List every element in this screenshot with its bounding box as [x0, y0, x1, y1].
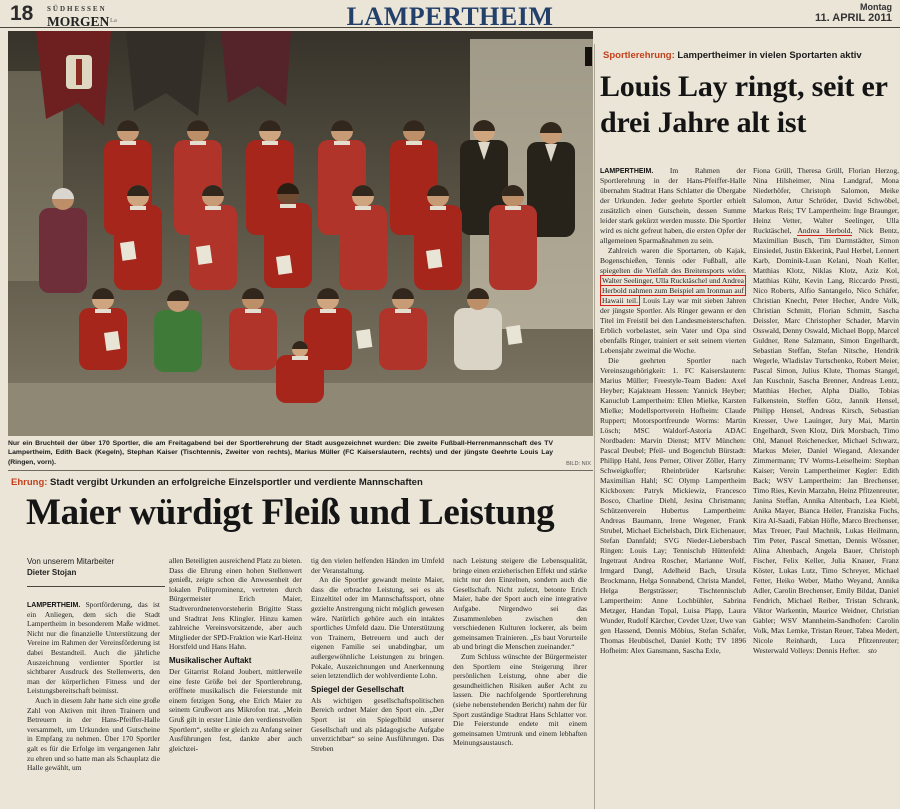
right-kicker-text: Lampertheimer in vielen Sportarten aktiv	[674, 50, 862, 61]
photo-caption-text: Nur ein Bruchteil der über 170 Sportler, die am Freitagabend bei der Sportlerehrung der Stadt ausgezeichnet wurden: Die zweite Fußball-Herrenmannschaft des TV Lampertheim, Edith Back (Kegeln), Stephan Kaiser (Tischtennis, Zweiter von rechts), Marius Müller (FC Kaiserslautern, rechts) und der jüngste Geehrte Louis Lay (Ringen, vorn).	[8, 440, 553, 466]
dateline: LAMPERTHEIM.	[27, 602, 81, 609]
team-photo	[8, 31, 593, 436]
left-article-column-3	[311, 556, 444, 809]
certificate	[196, 245, 212, 265]
paragraph: Als wichtigen gesellschaftspolitischen Bereich ordnet Maier den Sport ein. „Der Sport ist ein Spiegelbild unserer Gesellschaft und als pädagogische Aufgabe unverzichtbar“ so seine Ausführungen. Das Streben	[311, 695, 444, 753]
right-article-column-1	[600, 166, 746, 809]
photo-credit: BILD: NIX	[566, 461, 591, 468]
paragraph: An die Sportler gewandt meinte Maier, dass die erbrachte Leistung, sei es als Einzeltitel oder im Mannschaftssport, ohne gezielte Anstrengung nicht möglich gewesen wäre. Natürlich gehöre auch ein intaktes sportliches Umfeld dazu. Die Unterstützung von Trainern, Betreuern und auch der eigenen Familie sei unabdingbar, um außergewöhnliche Leistungen zu bringen. Pokale, Auszeichnungen und Anerkennung seien letztendlich der wohlverdiente Lohn.	[311, 575, 444, 681]
kicker-marker	[585, 47, 592, 66]
certificate	[104, 331, 120, 351]
certificate	[276, 255, 292, 275]
crest-stripe	[76, 59, 82, 85]
paragraph: LAMPERTHEIM. Im Rahmen der Sportlerehrung in der Hans-Pfeiffer-Halle übernahm Stadtrat Hans Schlatter die Übergabe der Urkunden. Jeder geehrte Sportler erhielt zusätzlich einen Gutschein, dessen Summe leider stark gekürzt werden musste. Die Sportler wird es nicht gefreut haben, die ersten Opfer der allgemeinen Sparmaßnahmen zu sein.	[600, 166, 746, 245]
section-divider-rule	[8, 470, 593, 471]
red-box-annotation: Walter Seelinger, Ulla Rucktäschel und Andrea Herbold nahmen zum Beispiel am Ironman auf Hawaii teil.	[602, 276, 744, 305]
photo-caption	[8, 439, 593, 467]
date: 11. APRIL 2011	[814, 12, 892, 24]
certificate	[506, 325, 522, 345]
byline-name: Dieter Stojan	[27, 568, 77, 577]
paragraph: nach Leistung steigere die Lebensqualität, bringe einen erzieherischen Effekt und stärke nicht nur den Einzelnen, sondern auch die Gesellschaft. Nicht zuletzt, betonte Erich Maier, habe der Sport auch eine integrative Aufgabe. Nirgendwo sei das Zusammenleben zwischen den verschiedenen Kulturen lockerer, als beim gemeinsamen Trainieren. „Es baut Vorurteile ab und bringt die Menschen zueinander.“	[453, 556, 587, 652]
edition-logo-bottom: MORGEN	[47, 14, 110, 29]
byline-intro: Von unserem Mitarbeiter	[27, 557, 115, 566]
left-kicker-label: Ehrung:	[11, 477, 48, 488]
date-block	[815, 2, 892, 24]
right-article-column-2	[753, 166, 899, 809]
edition-logo-top: SÜDHESSEN	[47, 5, 107, 13]
right-article-kicker	[603, 50, 895, 61]
left-article-headline: Maier würdigt Fleiß und Leistung	[26, 492, 555, 533]
page-number: 18	[10, 2, 34, 25]
paragraph: allen Beteiligten ausreichend Platz zu bieten. Dass die Ehrung einen hohen Stellenwert genießt, zeigte schon die Anwesenheit der lokalen Politprominenz, vertreten durch Bürgermeister Erich Maier, Stadtverordnetenvorsteherin Brigitte Stass und Stadtrat Jens Klingler. Hinzu kamen zahlreiche Vereinsvorsitzende, aber auch Mitglieder der SPD-Fraktion wie Karl-Heinz Horstfeld und Hans Hahn.	[169, 556, 302, 652]
left-kicker-text: Stadt vergibt Urkunden an erfolgreiche Einzelsportler und verdiente Mannschaften	[47, 477, 423, 488]
paragraph: LAMPERTHEIM. Sportförderung, das ist ein Anliegen, dem sich die Stadt Lampertheim in besonderem Maße widmet. Nicht nur die finanzielle Unterstützung der Vereine im Rahmen der Vereinsförderung ist dabei Bestandteil. Auch die jährliche Auszeichnung verdienter Sportler ist sichtbarer Ausdruck des Stellenwerts, den man der körperlichen Fitness und der Leistungsbereitschaft beimisst.	[27, 600, 160, 696]
subhead-musikalischer-auftakt: Musikalischer Auftakt	[169, 655, 252, 665]
subhead-spiegel-der-gesellschaft: Spiegel der Gesellschaft	[311, 684, 404, 694]
right-article-headline: Louis Lay ringt, seit er drei Jahre alt ist	[600, 70, 888, 139]
byline	[27, 556, 165, 587]
left-article-column-4	[453, 556, 587, 809]
author-signature: sto	[868, 646, 877, 655]
certificate	[120, 241, 136, 261]
red-underline-annotation: Andrea Herbold,	[797, 226, 853, 235]
left-article-column-1	[27, 600, 160, 809]
dateline: LAMPERTHEIM.	[600, 168, 654, 175]
right-kicker-label: Sportlerehrung:	[603, 50, 675, 61]
masthead-rule	[0, 27, 900, 28]
paragraph: Fiona Grüll, Theresa Grüll, Florian Herzog, Nina Hilsheimer, Nina Landgraf, Mona Niederhöfer, Christoph Salomon, Meike Salomon, Artur Schröder, David Schwöbel, Markus Reis; TV Lampertheim: Inge Braunger, Heinz Vetter, Walter Seelinger, Ulla Rucktäschel, Andrea Herbold, Nick Bentz, Maximilian Busch, Tim Darmstädter, Simon Einsiedel, Justin Ekkerink, Paul Herbel, Lennert Karb, Dominik-Luan Kelani, Noah Keller, Matthias Klotz, Niklas Klotz, Aziz Kol, Matthias Kühr, Kevin Lang, Riccardo Presti, Nico Roberts, Alfio Santangelo, Nico Schäfer, Christian Knecht, Peter Hecher, Andre Volk, Christian Schmitt, Florian Schmitt, Sascha Deissler, Marc Christopher Schader, Marvin Osswald, Denny Oswald, Michael Bopp, Marcel Guldner, Rene Salzmann, Simon Engelhardt, Sebastian Steffan, Stefan Nitsche, Hendrik Wegerle, Wladislav Turtschenko, Robert Meier, Pascal Simon, Julius Klute, Thomas Stangel, Jan Kuschnir, Sascha Brenner, Andreas Lentz, Matthias Hecher, Alpha Diallo, Tobias Falkenstein, Steffen Götz, Jannik Hensel, Philipp Hensel, Andreas Kirsch, Sebastian Kresser, Uwe Lauinger, Jury Mai, Martin Engelhardt, Sven Klotz, Dirk Morsbach, Timo Ohl, Manuel Reichenecker, Michael Schwarz, Markus Meier, Daniel Wiegand, Alexander Zimmermann; TV Worms-Leiselheim: Stephan Kaiser; Verein Lampertheimer Kegler: Edith Back; WSV Lampertheim: Jan Brechenser, Timo Ries, Kevin Marzahn, Heinz Pfitzenreuter, Janina Steffan, Annika Altenbach, Lea Kiebl, Anika Mayer, Bianca Heiler, Franziska Fuchs, Kira Al-Saadi, Fabian Höfle, Marco Brechenser, Max Treuer, Paul Machnik, Lukas Heilmann, Tim Peter, Pascal Smettan, Dennis Wössner, Alina Altenbach, Angela Bauer, Christoph Fischer, Felix Keller, Julia Knauer, Franz Köster, Lukas Lutz, Timo Schreyer, Michael Fetter, Heiko Weber, Matho Weyand, Annika Adler, Carolin Brechenser, Emily Bildat, Daniel Fendrich, Michael Reiber, Tristan Schrank, Viktor Warkentin, Maurice Weidner, Christian Gabler; WSV Mannheim-Sandhofen: Carolin Volk, Max Lemke, Tristan Reuer, Tabea Medert, Nicole Reinhardt, Luca Pfitzenreuter; Westerwald Volleys: Dennis Hefter. sto	[753, 166, 899, 655]
left-article-kicker	[11, 477, 423, 488]
paragraph: Zum Schluss wünschte der Bürgermeister den Sportlern eine Steigerung ihrer persönlichen Leistung, ohne aber die gesundheitlichen Risiken außer Acht zu lassen. Die nachfolgende Sportlerehrung (siehe nebenstehenden Bericht) nahm der für Sport zuständige Stadtrat Hans Schlatter vor. Die Feierstunde endete mit einem gemeinsamen Umtrunk und einem lebhaften Meinungsaustausch.	[453, 651, 587, 748]
certificate	[426, 249, 442, 269]
paragraph: Der Gitarrist Roland Joubert, mittlerweile eine feste Größe bei der Sportlerehrung, eröffnete musikalisch die Feierstunde mit einem fetzigen Song, ehe Erich Maier zu seinem Grußwort ans Mikrofon trat. „Mein Gruß gilt in erster Linie den verdienstvollen Sportlern“, stellte er gleich zu Anfang seiner Ausführungen fest, dankte aber auch gleichzei-	[169, 666, 302, 753]
edition-code: La	[110, 17, 117, 24]
section-title: LAMPERTHEIM	[346, 2, 554, 31]
team-photo-illustration	[8, 31, 593, 436]
paragraph: Zahlreich waren die Sportarten, ob Kajak, Bogenschießen, Tennis oder Fußball, alle spiegelten die Vielfalt des Breitensports wider. Walter Seelinger, Ulla Rucktäschel und Andrea Herbold nahmen zum Beispiel am Ironman auf Hawaii teil. Louis Lay war mit sieben Jahren der jüngste Sportler. Als Ringer gewann er den Titel im Freistil bei den Landesmeisterschaften. Erblich vorbelastet, sein Vater und Opa sind ebenfalls Ringer, trainiert er seit seinem vierten Lebensjahr zweimal die Woche.	[600, 246, 746, 355]
left-article-column-2	[169, 556, 302, 809]
column-divider-rule	[594, 44, 595, 809]
certificate	[356, 329, 372, 349]
weekday: Montag	[860, 2, 892, 12]
paragraph: Auch in diesem Jahr hatte sich eine große Zahl von Aktiven mit ihren Trainern und Betreuern in der Hans-Pfeiffer-Halle versammelt, um Urkunden und Gutscheine in Empfang zu nehmen. Über 170 Sportler galt es für die Erfolge im vergangenen Jahr zu ehren und so hatte man als Schauplatz die Halle gewählt, um	[27, 695, 160, 773]
paragraph: tig den vielen helfenden Händen im Umfeld der Veranstaltung.	[311, 556, 444, 575]
paragraph: Die geehrten Sportler nach Vereinszugehörigkeit: 1. FC Kaiserslautern: Marius Müller; Freestyle-Team Baden: Axel Heyber; Kajakteam Hessen: Yannick Heyber; Kanuclub Lampertheim: Ellen Mielke, Karsten Mielke; Modellsportverein Hofheim: Claude Ruppert; Motorsportfreunde Worms: Martin Lösch; MSC Waldorf-Astoria ADAC Nordbaden: Marvin Dienst; MTV München: Pascal Deubel; Pfeil- und Bogenclub Bürstadt: Philipp Hahl, Jens Perner, Oliver Zöller, Harry Schweigkoffer; Rheinbrüder Karlsruhe: Maximilian Hahl; SC Olymp Lampertheim Kickboxen: Patryk Mickiewiz, Francesco Bosco, Charline Diehl, Jesina Christmann; Schützenverein Hubertus Lampertheim: Andreas Baumann, Irene Wegener, Frank Strubel, Michael Eichelsbach, Dirk Eichenauer, Stefan Dannfald; SVG Nieder-Liebersbach Ringen: Louis Lay; Tennisclub Hüttenfeld: Ingetraut Andrea Roscher, Marianne Wolf, Irmgard Dangl, Adelheid Bach, Ursula Brockmann, Helga Sonnabend, Christa Mandel, Helga Bergsträsser; Tischtennisclub Lampertheim: Anne Lochbühler, Sabrina Metzger, Handan Topal, Luisa Plapp, Laura Wunder, Rudolf Kärcher, Cevdet Uzer, Uwe van gen Hassend, Dennis Möbius, Stefan Schäfer, Thomas Heubüschel, Daniel Koth; TV 1896 Hofheim: Alex Gansmann, Sascha Exle,	[600, 356, 746, 655]
